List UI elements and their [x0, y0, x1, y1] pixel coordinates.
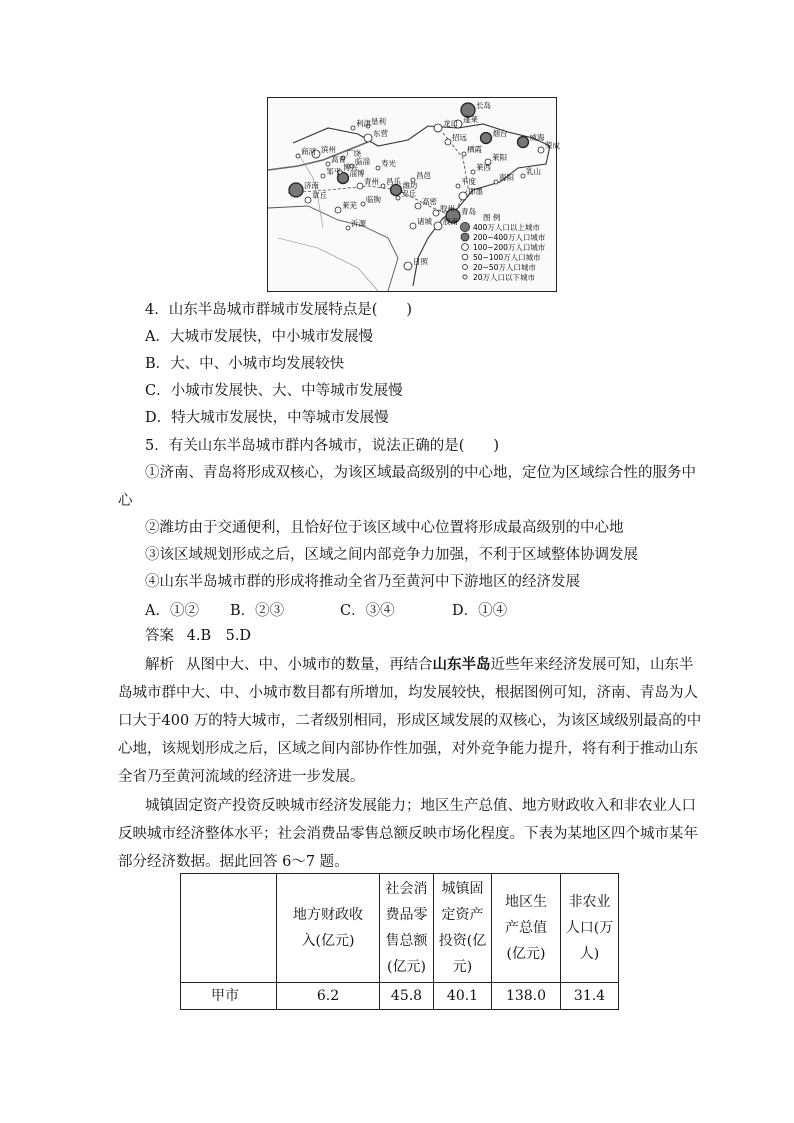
- header-investment: 城镇固 定资产 投资(亿 元): [434, 874, 492, 983]
- q4-option-d: D．特大城市发展快，中等城市发展慢: [145, 410, 389, 426]
- legend-marker: [462, 254, 468, 260]
- q4-stem: 4．山东半岛城市群城市发展特点是( ): [145, 302, 413, 318]
- city-label: 海阳: [499, 173, 514, 182]
- city-label: 商河: [301, 147, 316, 156]
- city-label: 长岛: [476, 101, 491, 110]
- analysis-line-4: 心地，该规划形成之后，区域之间内部协作性加强，对外竞争能力提升，将有利于推动山东: [118, 741, 698, 757]
- legend-marker: [460, 222, 469, 231]
- map-legend: [460, 212, 546, 282]
- analysis-text-1a: 从图中大、中、小城市的数量，再结合: [186, 657, 433, 673]
- city-marker: [456, 184, 460, 188]
- legend-label: 400万人口以上城市: [473, 223, 540, 232]
- city-label: 广饶: [346, 149, 361, 158]
- cell-population: 31.4: [561, 983, 619, 1010]
- city-label: 临朐: [366, 195, 381, 204]
- q5-option-b: B．②③: [230, 603, 285, 619]
- cell-city: 甲市: [181, 983, 277, 1010]
- city-label: 沂源: [351, 219, 366, 228]
- map-svg: [268, 98, 560, 291]
- city-label: 乳山: [526, 167, 541, 176]
- city-label: 莱阳: [492, 153, 507, 162]
- city-marker: [434, 222, 442, 230]
- city-label: 招远: [452, 133, 467, 142]
- city-marker: [289, 183, 303, 197]
- q5-statement-4: ④山东半岛城市群的形成将推动全省乃至黄河中下游地区的经济发展: [145, 574, 580, 590]
- q5-statement-1: ①济南、青岛将形成双核心，为该区域最高级别的中心地，定位为区域综合性的服务中: [145, 465, 696, 481]
- city-label: 东营: [373, 129, 388, 138]
- cell-retail: 45.8: [380, 983, 434, 1010]
- city-label: 烟台: [492, 129, 508, 138]
- q4-option-a: A．大城市发展快，中小城市发展慢: [145, 329, 373, 345]
- city-label: 潍坊: [402, 181, 418, 190]
- city-marker: [462, 152, 466, 156]
- city-marker: [391, 185, 402, 196]
- legend-marker: [463, 275, 467, 279]
- legend-title: 图 例: [483, 213, 501, 222]
- city-marker: [321, 174, 325, 178]
- city-label: 蓬莱: [463, 115, 478, 124]
- legend-marker: [461, 233, 469, 241]
- answer: [145, 626, 705, 646]
- header-gdp: 地区生 产总值 (亿元): [492, 874, 561, 983]
- city-label: 莱西: [476, 163, 491, 172]
- city-label: 日照: [413, 257, 428, 266]
- city-label: 利津: [356, 119, 371, 128]
- city-marker: [396, 196, 400, 200]
- city-label: 诸城: [417, 217, 432, 226]
- legend-label: 50~100万人口城市: [473, 253, 541, 262]
- city-marker: [481, 133, 492, 144]
- city-label: 胶南: [443, 217, 458, 226]
- header-retail: 社会消 费品零 售总额 (亿元): [380, 874, 434, 983]
- analysis-text-1c: 近些年来经济发展可知，山东半: [490, 657, 694, 673]
- city-label: 莱芜: [342, 201, 357, 210]
- city-marker: [494, 180, 498, 184]
- q4-option-c: C．小城市发展快、大、中等城市发展慢: [145, 383, 403, 399]
- city-marker: [459, 192, 467, 200]
- q5-statement-2: ②潍坊由于交通便利，且恰好位于该区域中心位置将形成最高级别的中心地: [145, 520, 624, 536]
- city-label: 高密: [422, 197, 437, 206]
- table-row: [181, 983, 619, 1010]
- analysis-line-1: [145, 655, 705, 675]
- city-marker: [351, 126, 355, 130]
- cell-gdp: 138.0: [492, 983, 561, 1010]
- city-label: 青州: [364, 177, 379, 186]
- q5-option-d: D．①④: [452, 603, 508, 619]
- city-marker: [471, 170, 475, 174]
- city-label: 昌邑: [416, 171, 431, 180]
- city-label: 荣成: [545, 141, 560, 150]
- legend-marker: [463, 265, 468, 270]
- analysis-text-1b: 山东半岛: [432, 656, 491, 673]
- header-fiscal: 地方财政收 入(亿元): [277, 874, 380, 983]
- city-label: 栖霞: [467, 145, 482, 154]
- legend-label: 20万人口以下城市: [473, 273, 536, 282]
- economic-data-table: [180, 873, 619, 1010]
- cell-investment: 40.1: [434, 983, 492, 1010]
- city-label: 寿光: [381, 159, 396, 168]
- city-label: 威海: [529, 133, 545, 142]
- city-marker: [433, 210, 439, 216]
- city-label: 滨州: [321, 145, 336, 154]
- city-marker: [404, 262, 412, 270]
- road-1: [278, 238, 378, 291]
- legend-marker: [462, 244, 469, 251]
- city-label: 高青: [331, 155, 346, 164]
- city-marker: [538, 147, 544, 153]
- city-label: 即墨: [468, 187, 483, 196]
- analysis-line-3: 口大于400 万的特大城市，二者级别相同，形成区域发展的双核心，为该区域级别最高的中: [118, 713, 702, 729]
- city-marker: [381, 184, 385, 188]
- q5-statement-3: ③该区域规划形成之后，区域之间内部竞争力加强，不利于区域整体协调发展: [145, 547, 638, 563]
- city-label: 章丘: [312, 191, 327, 200]
- city-label: 垦利: [371, 117, 386, 126]
- city-marker: [518, 137, 529, 148]
- analysis-line-5: 全省乃至黄河流域的经济进一步发展。: [118, 769, 365, 785]
- inland-border: [268, 206, 398, 291]
- q4-option-b: B．大、中、小城市均发展较快: [145, 356, 345, 372]
- answer-text: 4.B 5.D: [186, 628, 252, 644]
- city-label: 青岛: [461, 207, 476, 216]
- city-label: 临淄: [355, 157, 370, 166]
- city-marker: [326, 162, 330, 166]
- analysis-line-2: 岛城市群中大、中、小城市数目都有所增加，均发展较快，根据图例可知，济南、青岛为人: [118, 685, 698, 701]
- city-label: 淄博: [349, 169, 365, 178]
- cell-fiscal: 6.2: [277, 983, 380, 1010]
- city-marker: [434, 124, 442, 132]
- legend-label: 200~400万人口城市: [473, 233, 546, 242]
- city-marker: [305, 197, 311, 203]
- city-label: 昌乐: [386, 177, 401, 186]
- city-marker: [521, 174, 525, 178]
- city-marker: [445, 139, 451, 145]
- city-marker: [361, 202, 365, 206]
- city-marker: [346, 226, 350, 230]
- header-population: 非农业 人口(万 人): [561, 874, 619, 983]
- legend-label: 20~50万人口城市: [473, 263, 536, 272]
- city-label: 济南: [304, 181, 319, 190]
- header-empty: [181, 874, 277, 983]
- intro-line-3: 部分经济数据。据此回答 6～7 题。: [118, 854, 349, 870]
- table-header-row: [181, 874, 619, 983]
- answer-label: 答案: [145, 628, 174, 644]
- city-label: 邹平: [326, 167, 341, 176]
- city-marker: [376, 166, 380, 170]
- city-label: 龙口: [443, 119, 458, 128]
- q5-stem: 5．有关山东半岛城市群内各城市，说法正确的是( ): [145, 438, 500, 454]
- q5-option-a: A．①②: [145, 603, 199, 619]
- city-marker: [296, 154, 300, 158]
- city-marker: [357, 183, 363, 189]
- city-marker: [364, 134, 372, 142]
- city-label: 博兴: [343, 163, 358, 172]
- city-label: 安丘: [401, 189, 416, 198]
- q5-statement-1-cont: 心: [118, 493, 133, 509]
- intro-line-2: 反映城市经济整体水平；社会消费品零售总额反映市场化程度。下表为某地区四个城市某年: [118, 826, 698, 842]
- city-label: 平度: [461, 177, 476, 186]
- q5-option-c: C．③④: [340, 603, 395, 619]
- city-marker: [335, 207, 341, 213]
- city-marker: [415, 203, 421, 209]
- intro-line-1: 城镇固定资产投资反映城市经济发展能力；地区生产总值、地方财政收入和非农业人口: [145, 798, 696, 814]
- city-marker: [410, 223, 416, 229]
- analysis-label: 解析: [145, 657, 174, 673]
- shandong-map: [267, 97, 560, 292]
- legend-label: 100~200万人口城市: [473, 243, 546, 252]
- city-label: 胶州: [440, 204, 455, 213]
